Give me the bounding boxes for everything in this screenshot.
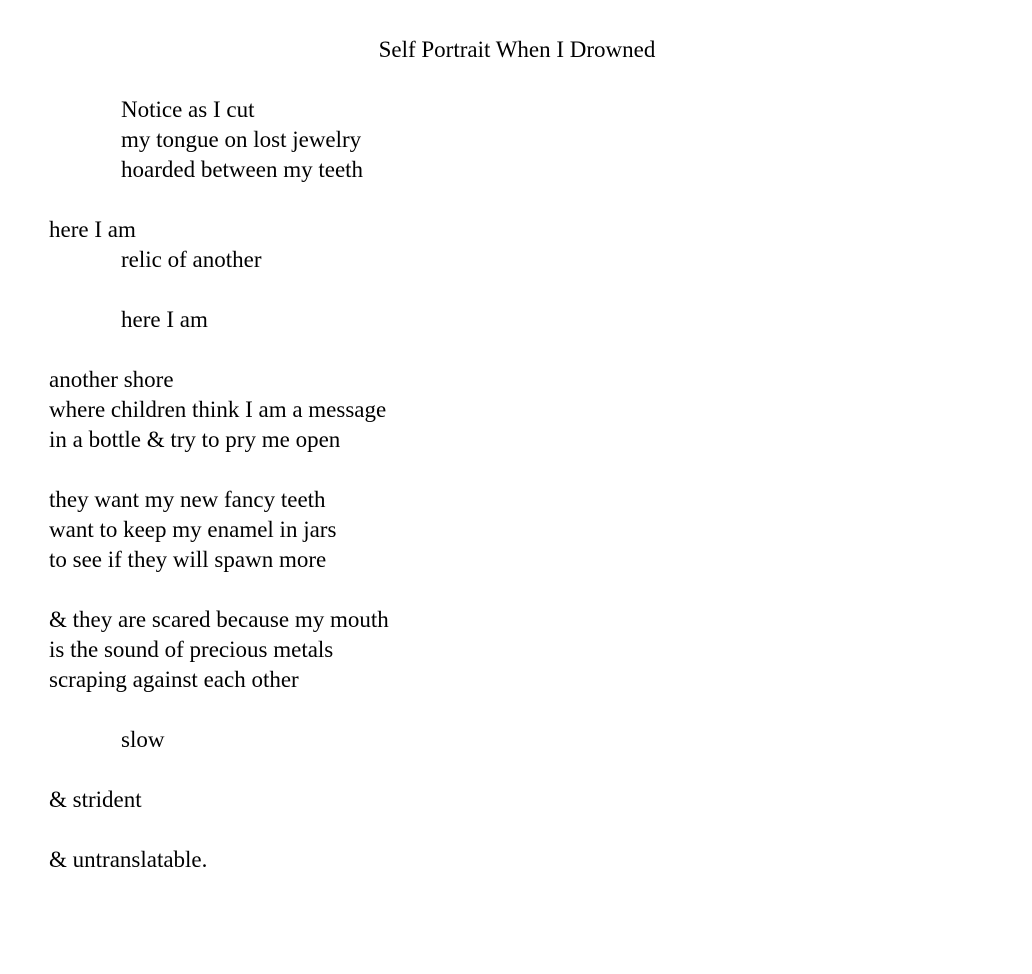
poem-line: relic of another [121,247,262,272]
stanza-break [49,695,949,725]
poem-line: my tongue on lost jewelry [121,127,362,152]
stanza-break [49,755,949,785]
poem-line: scraping against each other [49,667,299,692]
poem-line: want to keep my enamel in jars [49,517,337,542]
poem-title: Self Portrait When I Drowned [378,37,656,62]
poem-line: where children think I am a message [49,397,387,422]
poem-line: & they are scared because my mouth [49,607,389,632]
stanza-break [49,455,949,485]
poem-line: & strident [49,787,142,812]
stanza-break [49,575,949,605]
poem-line: here I am [49,217,136,242]
poem-line: slow [121,727,165,752]
stanza-break [49,275,949,305]
poem-line: is the sound of precious metals [49,637,334,662]
poem-line: hoarded between my teeth [121,157,364,182]
poem-line: they want my new fancy teeth [49,487,326,512]
poem-line: & untranslatable. [49,847,208,872]
poem-line: Notice as I cut [121,97,255,122]
stanza-break [49,185,949,215]
poem-line: to see if they will spawn more [49,547,327,572]
stanza-break [49,815,949,845]
poem-line: in a bottle & try to pry me open [49,427,341,452]
poem-line: here I am [121,307,208,332]
poem-body [49,95,949,875]
stanza-break [49,335,949,365]
poem-line: another shore [49,367,174,392]
